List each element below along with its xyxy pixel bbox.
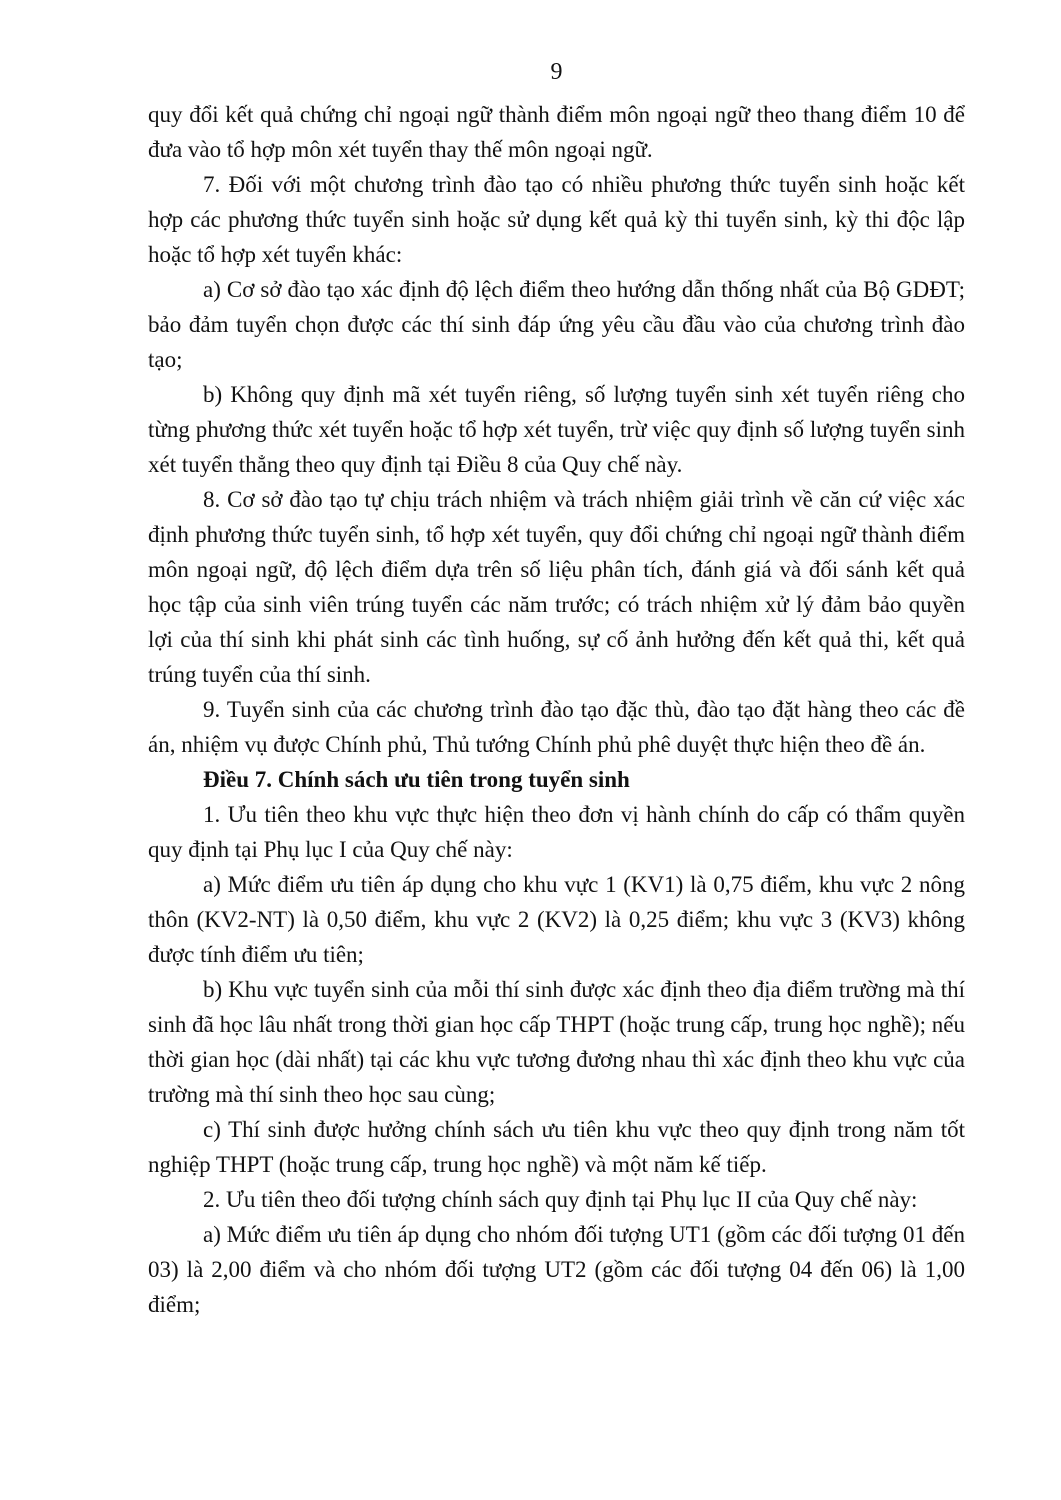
paragraph: b) Không quy định mã xét tuyển riêng, số lượng tuyển sinh xét tuyển riêng cho từng phương thức xét tuyển hoặc tổ hợp xét tuyển, trừ việc quy định số lượng tuyển sinh xét tuyển thẳng theo quy định tại Điều 8 của Quy chế này. xyxy=(148,382,965,477)
paragraph: a) Cơ sở đào tạo xác định độ lệch điểm theo hướng dẫn thống nhất của Bộ GDĐT; bảo đảm tuyển chọn được các thí sinh đáp ứng yêu cầu đầu vào của chương trình đào tạo; xyxy=(148,277,965,372)
paragraph: 1. Ưu tiên theo khu vực thực hiện theo đơn vị hành chính do cấp có thẩm quyền quy định tại Phụ lục I của Quy chế này: xyxy=(148,802,965,862)
document-body xyxy=(148,97,965,1322)
paragraph: 2. Ưu tiên theo đối tượng chính sách quy định tại Phụ lục II của Quy chế này: xyxy=(203,1187,918,1212)
paragraph: 9. Tuyển sinh của các chương trình đào tạo đặc thù, đào tạo đặt hàng theo các đề án, nhiệm vụ được Chính phủ, Thủ tướng Chính phủ phê duyệt thực hiện theo đề án. xyxy=(148,697,965,757)
paragraph: c) Thí sinh được hưởng chính sách ưu tiên khu vực theo quy định trong năm tốt nghiệp THPT (hoặc trung cấp, trung học nghề) và một năm kế tiếp. xyxy=(148,1117,965,1177)
section-heading: Điều 7. Chính sách ưu tiên trong tuyển sinh xyxy=(203,767,630,792)
paragraph: a) Mức điểm ưu tiên áp dụng cho khu vực 1 (KV1) là 0,75 điểm, khu vực 2 nông thôn (KV2-NT) là 0,50 điểm, khu vực 2 (KV2) là 0,25 điểm; khu vực 3 (KV3) không được tính điểm ưu tiên; xyxy=(148,872,965,967)
paragraph: a) Mức điểm ưu tiên áp dụng cho nhóm đối tượng UT1 (gồm các đối tượng 01 đến 03) là 2,00 điểm và cho nhóm đối tượng UT2 (gồm các đối tượng 04 đến 06) là 1,00 điểm; xyxy=(148,1222,965,1317)
page-number: 9 xyxy=(550,59,563,85)
paragraph: 8. Cơ sở đào tạo tự chịu trách nhiệm và trách nhiệm giải trình về căn cứ việc xác định phương thức tuyển sinh, tổ hợp xét tuyển, quy đổi chứng chỉ ngoại ngữ thành điểm môn ngoại ngữ, độ lệch điểm dựa trên số liệu phân tích, đánh giá và đối sánh kết quả học tập của sinh viên trúng tuyển các năm trước; có trách nhiệm xử lý đảm bảo quyền lợi của thí sinh khi phát sinh các tình huống, sự cố ảnh hưởng đến kết quả thi, kết quả trúng tuyển của thí sinh. xyxy=(148,487,965,687)
paragraph: 7. Đối với một chương trình đào tạo có nhiều phương thức tuyển sinh hoặc kết hợp các phương thức tuyển sinh hoặc sử dụng kết quả kỳ thi tuyển sinh, kỳ thi độc lập hoặc tổ hợp xét tuyển khác: xyxy=(148,172,965,267)
paragraph: quy đổi kết quả chứng chỉ ngoại ngữ thành điểm môn ngoại ngữ theo thang điểm 10 để đưa vào tổ hợp môn xét tuyển thay thế môn ngoại ngữ. xyxy=(148,102,965,162)
paragraph: b) Khu vực tuyển sinh của mỗi thí sinh được xác định theo địa điểm trường mà thí sinh đã học lâu nhất trong thời gian học cấp THPT (hoặc trung cấp, trung học nghề); nếu thời gian học (dài nhất) tại các khu vực tương đương nhau thì xác định theo khu vực của trường mà thí sinh theo học sau cùng; xyxy=(148,977,965,1107)
